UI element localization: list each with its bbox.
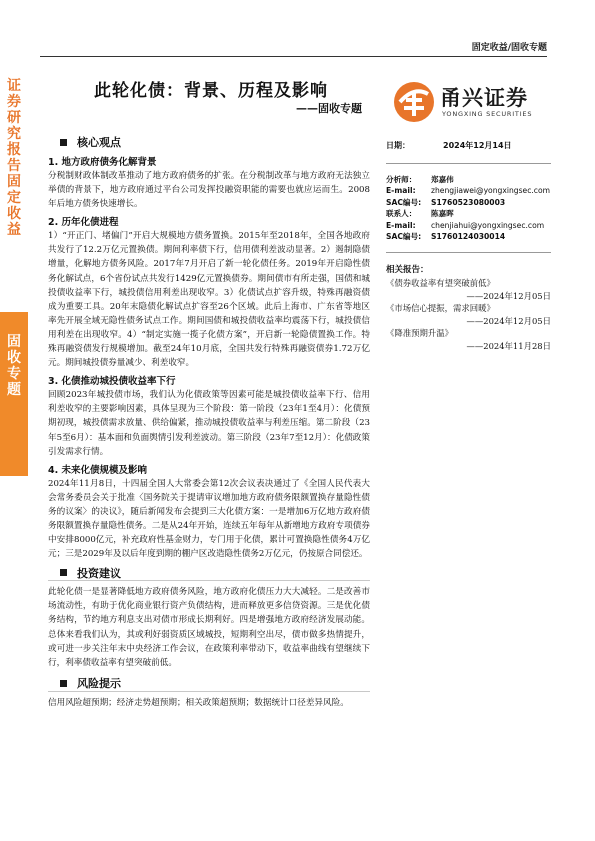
core-item-text: 分税制财政体制改革推动了地方政府债务的扩张。在分税制改革与地方政府无法独立举债的背景下，地方政府通过平台公司发挥投融资职能的需要也就应运而生。2008年后地方债务快速增长。 (48, 171, 370, 210)
analyst-email-link[interactable]: zhengjiawei@yongxingsec.com (431, 186, 551, 196)
analyst-sac-row: SAC编号: S1760523080003 (386, 197, 506, 207)
related-reports-title: 相关报告： (386, 265, 429, 276)
risk-text: 信用风险超预期；经济走势超预期；相关政策超预期；数据统计口径差异风险。 (48, 697, 349, 708)
analyst-email-row: E-mail: zhengjiawei@yongxingsec.com (386, 186, 551, 196)
logo-name-cn: 甬兴证券 (440, 86, 528, 110)
logo-mark-icon (392, 80, 436, 124)
report-meta (386, 140, 551, 352)
core-item-text: 1）“开正门、堵偏门”开启大规模地方债务置换。2015年至2018年，全国各地政府共发行了12.2万亿元置换债。期间利率债下行，信用债利差波动显著。2）遏制隐债增量，化解地方债务风险。2017年7月开启了新一轮化债任务。2019年开启隐性债务化解试点，6个省份试点共发行1429亿元置换债券。期间债市有所走强，国债和城投债收益率下行，城投债信用利差出现收窄。3）化债试点扩容升级，特殊再融资债成为重要工具。20年末隐债化解试点扩容至26个区域。此后上海市、广东省等地区率先开展全域无隐性债务试点工作。期间国债和城投债收益率均震荡下行，城投债信用利差在出现收窄。4）“制定实施一揽子化债方案”，开启新一轮隐债置换工作。特殊再融资债发行规模增加。截至24年10月底，全国共发行特殊再融资债券1.72万亿元。期间城投债券量减少、利差收窄。 (48, 231, 370, 369)
core-item-title: 3. 化债推动城投债收益率下行 (48, 376, 176, 388)
contact-email-row: E-mail: chenjiahui@yongxingsec.com (386, 220, 551, 231)
related-report-link[interactable]: 《降准预期升温》 (386, 328, 453, 339)
bullet-square-icon (60, 139, 67, 146)
header-divider (40, 56, 547, 57)
bullet-square-icon (60, 569, 67, 576)
section-advice-heading: 投资建议 (48, 565, 370, 581)
contact-row: 联系人： 陈嘉晖 (386, 209, 454, 219)
core-item-title: 2. 历年化债进程 (48, 217, 119, 229)
contact-sac-row: SAC编号: S1760124030014 (386, 232, 506, 242)
related-report-date: ——2024年12月05日 (466, 315, 551, 326)
main-content (48, 134, 370, 710)
section-risk-heading: 风险提示 (48, 676, 370, 692)
core-item-title: 1. 地方政府债务化解背景 (48, 157, 157, 168)
core-item-text: 回顾2023年城投债市场，我们认为化债政策等因素可能是城投债收益率下行、信用利差收窄的主要影响因素，具体呈现为三个阶段：第一阶段（23年1至4月）：化债预期初现，城投债需求放量、供给偏紧，推动城投债收益率与利差压缩。第二阶段（23年5至6月）：基本面和负面舆情引发利差波动。第三阶段（23年7至12月）：化债政策引发需求行情。 (48, 390, 370, 457)
related-report-date: ——2024年11月28日 (466, 340, 551, 351)
related-report-date: ——2024年12月05日 (466, 290, 551, 301)
bullet-square-icon (60, 680, 67, 687)
sidebar-top-label (0, 78, 28, 304)
meta-divider (386, 252, 551, 253)
logo-name-en: YONGXING SECURITIES (442, 110, 533, 118)
report-title: 此轮化债：背景、历程及影响 (94, 81, 328, 101)
related-report-link[interactable]: 《市场信心提振，需求回暖》 (386, 303, 495, 314)
advice-text: 此轮化债一是显著降低地方政府债务风险，地方政府化债压力大大减轻。二是改善市场流动性，有助于优化商业银行资产负债结构，进而释放更多信贷资源。三是优化债务结构，节约地方利息支出对债市形成长期利好。四是增强地方政府经济发展动能。总体来看我们认为，其或利好弱资质区域城投，短期利空出尽，债市做多热情提升，或可进一步关注年末中央经济工作会议，在政策利率带动下，收益率曲线有望继续下行，利率债收益率有望突破前低。 (48, 587, 370, 668)
meta-divider (386, 163, 551, 164)
core-item-text: 2024年11月8日，十四届全国人大常委会第12次会议表决通过了《全国人民代表大会常务委员会关于批准〈国务院关于提请审议增加地方政府债务限额置换存量隐性债务的议案〉的决议》，随后新闻发布会提到三大化债方案：一是增加6万亿地方政府债务限额置换存量隐性债务。二是从24年开始，连续五年每年从新增地方政府专项债券中安排8000亿元，补充政府性基金财力，专门用于化债，累计可置换隐性债务4万亿元；三是2029年及以后年度到期的棚户区改造隐性债务2万亿元，仍按原合同偿还。 (48, 478, 370, 560)
related-report-link[interactable]: 《债券收益率有望突破前低》 (386, 278, 495, 289)
sidebar-category-box (0, 312, 28, 476)
report-subtitle: ——固收专题 (296, 102, 362, 115)
analyst-row: 分析师： 郑嘉伟 (386, 175, 454, 184)
sidebar (0, 0, 28, 841)
section-core-heading: 核心观点 (48, 134, 370, 150)
header-category: 固定收益/固收专题 (471, 43, 547, 53)
sidebar-vertical-text: 证券研究报告 固定收益 (7, 78, 21, 238)
sidebar-box-text: 固收专题 (7, 334, 21, 398)
core-item-title: 4. 未来化债规模及影响 (48, 464, 148, 476)
contact-email-link[interactable]: chenjiahui@yongxingsec.com (431, 220, 545, 230)
company-logo (392, 80, 552, 124)
report-date: 日期： 2024年12月14日 (386, 141, 512, 150)
